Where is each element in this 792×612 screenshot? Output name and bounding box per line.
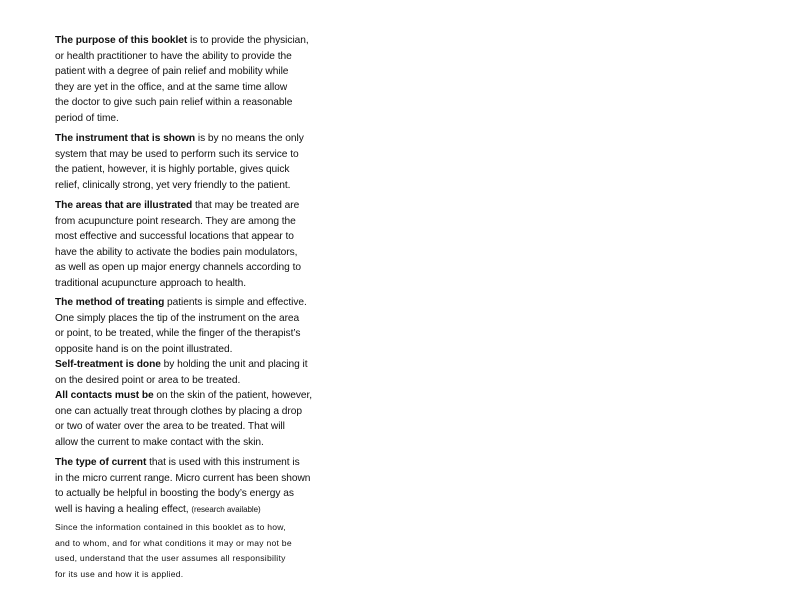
instrument-line-4: relief, clinically strong, yet very friendly to the patient. xyxy=(55,179,291,191)
instrument-line-2: system that may be used to perform such its service to xyxy=(55,148,299,160)
areas-line-5: as well as open up major energy channels according to xyxy=(55,262,301,273)
paragraph-contacts xyxy=(55,388,312,450)
method-line-1-rest: patients is simple and effective. xyxy=(164,297,307,308)
disclaimer-line-4: for its use and how it is applied. xyxy=(55,568,184,579)
method-line-2: One simply places the tip of the instrument on the area xyxy=(55,312,300,324)
contacts-line-1 xyxy=(55,388,312,404)
disclaimer-line-2: and to whom, and for what conditions it may or may not be xyxy=(55,537,292,548)
instrument-line-1 xyxy=(55,131,304,147)
purpose-line-1 xyxy=(55,33,309,49)
instrument-lead: The instrument that is shown xyxy=(55,133,196,144)
current-lead: The type of current xyxy=(55,457,147,468)
method-lead: The method of treating xyxy=(55,297,165,308)
method-line-5-rest: by holding the unit and placing it xyxy=(160,359,308,370)
contacts-line-3: or two of water over the area to be treated. That will xyxy=(55,421,285,432)
instrument-line-1-rest: is by no means the only xyxy=(195,133,304,144)
areas-line-6: traditional acupuncture approach to health. xyxy=(55,277,246,289)
contacts-line-2: one can actually treat through clothes by placing a drop xyxy=(55,405,302,417)
purpose-line-5: the doctor to give such pain relief within a reasonable xyxy=(55,97,293,108)
paragraph-disclaimer xyxy=(55,520,292,582)
purpose-line-1-rest: is to provide the physician, xyxy=(187,35,309,46)
contacts-line-4: allow the current to make contact with the skin. xyxy=(55,436,264,448)
current-line-3: to actually be helpful in boosting the body’s energy as xyxy=(55,488,294,499)
current-line-1 xyxy=(55,455,310,471)
method-line-6: on the desired point or area to be treated. xyxy=(55,374,241,386)
current-line-2: in the micro current range. Micro current has been shown xyxy=(55,472,311,484)
areas-line-2: from acupuncture point research. They are among the xyxy=(55,215,296,227)
research-reference: (research available) xyxy=(191,504,261,514)
paragraph-current xyxy=(55,455,310,517)
areas-lead: The areas that are illustrated xyxy=(55,200,193,211)
paragraph-instrument xyxy=(55,131,304,193)
purpose-line-3: patient with a degree of pain relief and mobility while xyxy=(55,66,289,77)
purpose-line-4: they are yet in the office, and at the same time allow xyxy=(55,81,288,93)
current-line-1-rest: that is used with this instrument is xyxy=(146,457,300,468)
disclaimer-line-1: Since the information contained in this booklet as to how, xyxy=(55,522,286,532)
areas-line-4: have the ability to activate the bodies pain modulators, xyxy=(55,246,298,258)
method-line-4: opposite hand is on the point illustrated. xyxy=(55,343,233,355)
disclaimer-line-3: used, understand that the user assumes all responsibility xyxy=(55,553,286,563)
contacts-lead: All contacts must be xyxy=(55,390,154,401)
purpose-line-2: or health practitioner to have the ability to provide the xyxy=(55,50,292,62)
purpose-lead: The purpose of this booklet xyxy=(55,35,188,46)
method-line-5 xyxy=(55,357,308,373)
areas-line-1 xyxy=(55,198,301,214)
contacts-line-1-rest: on the skin of the patient, however, xyxy=(153,390,313,401)
method-line-3: or point, to be treated, while the finger of the therapist’s xyxy=(55,328,301,339)
areas-line-3: most effective and successful locations that appear to xyxy=(55,231,294,242)
paragraph-method xyxy=(55,295,308,388)
self-treatment-lead: Self-treatment is done xyxy=(55,359,161,370)
instrument-line-3: the patient, however, it is highly portable, gives quick xyxy=(55,164,290,175)
areas-line-1-rest: that may be treated are xyxy=(192,200,300,211)
current-line-4-main: well is having a healing effect, xyxy=(55,503,192,515)
method-line-1 xyxy=(55,295,308,311)
current-line-4 xyxy=(55,502,310,518)
paragraph-areas xyxy=(55,198,301,291)
paragraph-purpose xyxy=(55,33,309,126)
purpose-line-6: period of time. xyxy=(55,112,119,124)
